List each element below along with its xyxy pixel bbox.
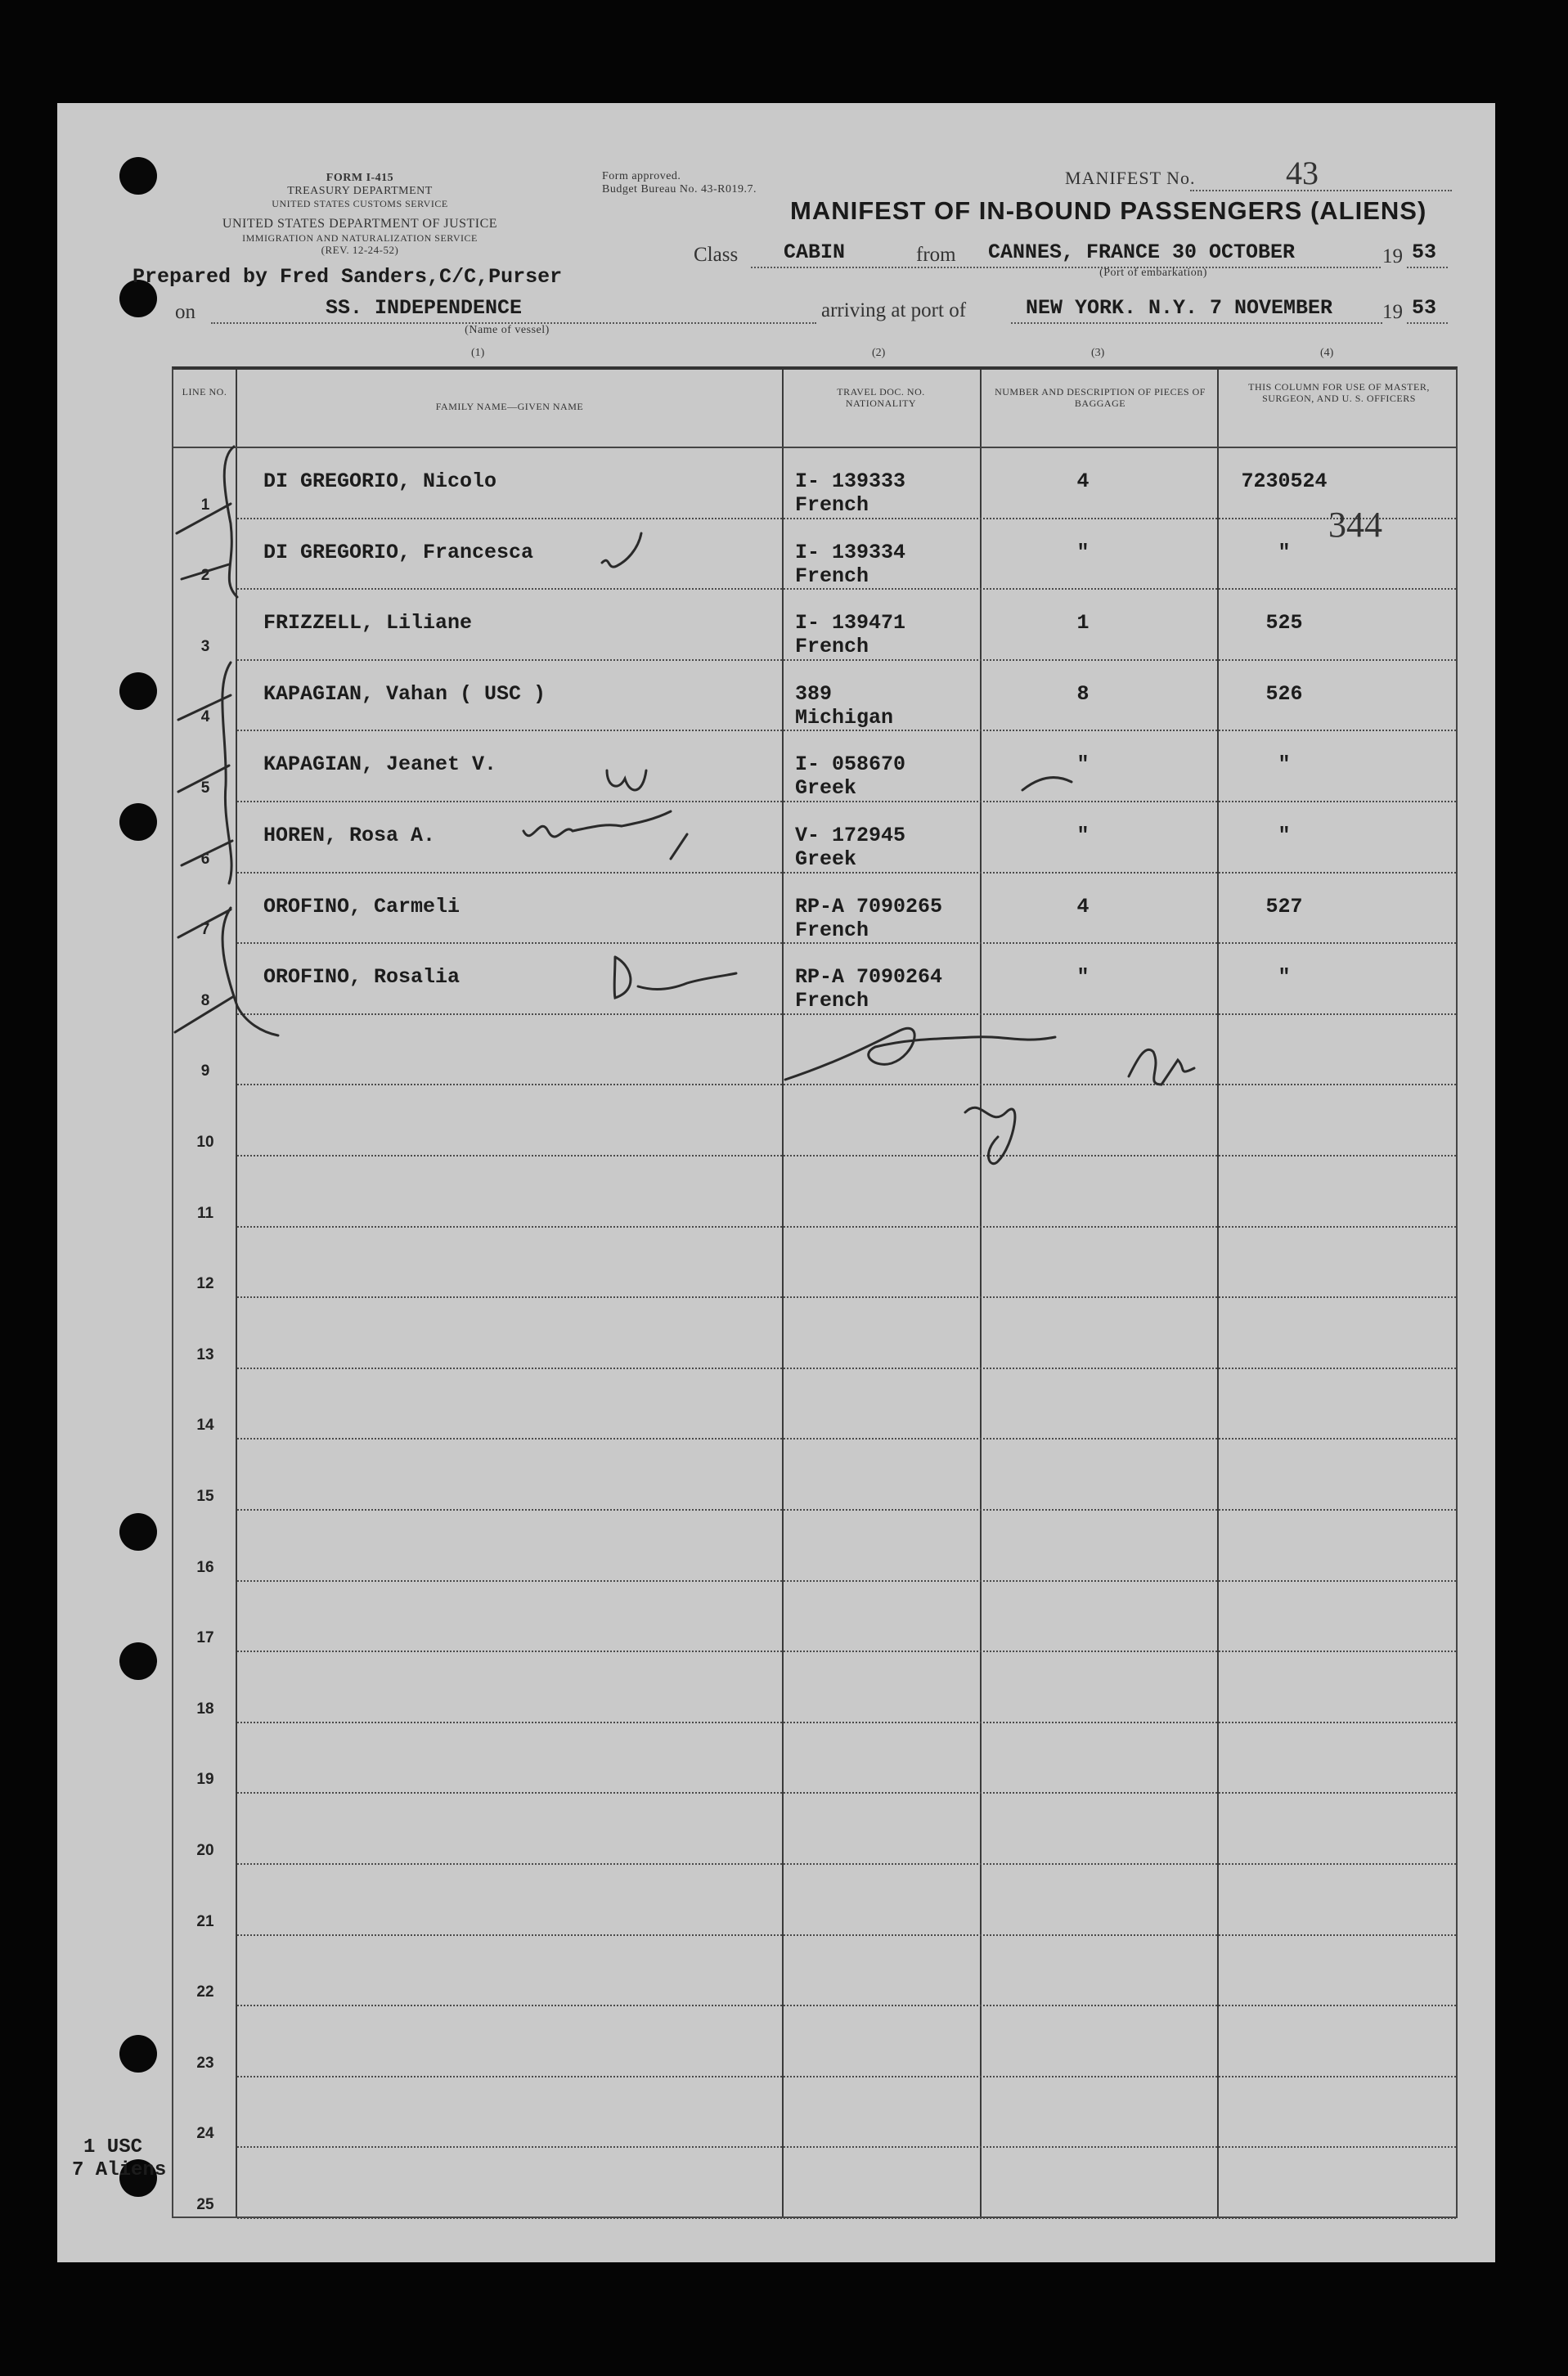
baggage-count: 4 xyxy=(1076,469,1090,493)
passenger-name: FRIZZELL, Liliane xyxy=(263,611,473,636)
passenger-name: DI GREGORIO, Francesca xyxy=(263,540,534,564)
line-number: 16 xyxy=(196,1558,214,1576)
on-label: on xyxy=(175,301,195,323)
usc-tally: 1 USC xyxy=(83,2136,143,2158)
initials-row-2 xyxy=(602,533,641,567)
officer-entry: 7230524 xyxy=(1241,469,1328,493)
travel-doc-number: I- 139471 xyxy=(795,611,906,636)
nationality: Michigan xyxy=(795,705,894,730)
officer-stamp-number: 344 xyxy=(1328,505,1382,545)
baggage-count: " xyxy=(1076,965,1090,990)
year-1: 53 xyxy=(1412,240,1437,264)
travel-doc-number: V- 172945 xyxy=(795,824,906,847)
nationality: Greek xyxy=(795,847,857,871)
customs-service: UNITED STATES CUSTOMS SERVICE xyxy=(272,198,448,209)
year-2: 53 xyxy=(1412,296,1437,320)
year-prefix-2: 19 xyxy=(1382,301,1403,323)
nationality: Greek xyxy=(795,776,857,801)
column-number-3: (3) xyxy=(1091,347,1105,359)
tick-mark-2 xyxy=(182,564,229,579)
officer-entry: 525 xyxy=(1265,611,1303,636)
line-number: 22 xyxy=(196,1983,214,2001)
form-approved: Form approved. xyxy=(602,170,681,182)
year-prefix-1: 19 xyxy=(1382,245,1403,267)
justice-dept: UNITED STATES DEPARTMENT OF JUSTICE xyxy=(222,217,498,231)
line-number: 4 xyxy=(200,708,210,726)
officer-entry: " xyxy=(1278,824,1291,847)
nationality: French xyxy=(795,918,869,942)
header-travel-doc: TRAVEL DOC. NO. NATIONALITY xyxy=(837,386,925,409)
vessel-caption: (Name of vessel) xyxy=(465,324,550,336)
line-number: 11 xyxy=(196,1204,214,1222)
line-number: 21 xyxy=(196,1912,214,1930)
passenger-name: KAPAGIAN, Jeanet V. xyxy=(263,752,497,777)
from-value: CANNES, FRANCE 30 OCTOBER xyxy=(988,240,1296,264)
line-number: 17 xyxy=(196,1629,214,1647)
passenger-name: OROFINO, Rosalia xyxy=(263,965,461,990)
baggage-count: 1 xyxy=(1076,611,1090,636)
baggage-count: " xyxy=(1076,824,1090,847)
officer-entry: 527 xyxy=(1265,894,1303,919)
signature xyxy=(785,1028,1194,1163)
nationality: French xyxy=(795,493,869,517)
line-number: 24 xyxy=(196,2125,214,2143)
line-number: 14 xyxy=(196,1417,214,1435)
baggage-count: 4 xyxy=(1076,894,1090,919)
column-number-1: (1) xyxy=(471,347,485,359)
manifest-no-label: MANIFEST No. xyxy=(1065,168,1196,188)
tick-mark-1 xyxy=(177,504,231,533)
line-number: 25 xyxy=(196,2195,214,2213)
vessel-name: SS. INDEPENDENCE xyxy=(326,296,523,320)
aliens-tally: 7 Aliens xyxy=(72,2159,167,2181)
travel-doc-number: I- 058670 xyxy=(795,752,906,777)
nationality: French xyxy=(795,635,869,659)
tick-mark-5 xyxy=(178,766,229,792)
header-family-name: FAMILY NAME—GIVEN NAME xyxy=(435,401,584,412)
line-number: 5 xyxy=(200,779,210,797)
ins-service: IMMIGRATION AND NATURALIZATION SERVICE xyxy=(242,232,478,244)
header-line-no: LINE NO. xyxy=(182,386,227,397)
tick-mark-8 xyxy=(175,996,234,1032)
prepared-by: Prepared by Fred Sanders,C/C,Purser xyxy=(133,265,563,289)
passenger-name: HOREN, Rosa A. xyxy=(263,824,436,847)
nationality: French xyxy=(795,989,869,1013)
tick-mark-6 xyxy=(182,841,232,865)
passenger-name: DI GREGORIO, Nicolo xyxy=(263,469,497,493)
manifest-number: 43 xyxy=(1286,155,1319,191)
header-baggage: NUMBER AND DESCRIPTION OF PIECES OF BAGGAGE xyxy=(995,386,1206,409)
travel-doc-number: I- 139334 xyxy=(795,540,906,564)
manifest-title: MANIFEST OF IN-BOUND PASSENGERS (ALIENS) xyxy=(790,196,1427,225)
form-number: FORM I-415 xyxy=(326,172,394,184)
line-number: 8 xyxy=(200,991,210,1009)
budget-bureau: Budget Bureau No. 43-R019.7. xyxy=(602,183,757,195)
arriving-value: NEW YORK. N.Y. 7 NOVEMBER xyxy=(1026,296,1333,320)
passenger-name: KAPAGIAN, Vahan ( USC ) xyxy=(263,681,546,706)
line-number: 13 xyxy=(196,1345,214,1363)
line-number: 9 xyxy=(200,1062,210,1080)
line-number: 19 xyxy=(196,1771,214,1789)
line-number: 6 xyxy=(200,850,210,868)
baggage-count: 8 xyxy=(1076,681,1090,706)
line-number: 20 xyxy=(196,1841,214,1859)
line-number: 18 xyxy=(196,1700,214,1718)
port-caption: (Port of embarkation) xyxy=(1099,267,1207,279)
baggage-count: " xyxy=(1076,540,1090,564)
bracket-row-1-2 xyxy=(224,447,237,597)
class-label: Class xyxy=(694,244,739,266)
initials-row-8 xyxy=(614,957,736,998)
travel-doc-number: RP-A 7090265 xyxy=(795,894,943,919)
travel-doc-number: RP-A 7090264 xyxy=(795,965,943,990)
line-number: 2 xyxy=(200,567,210,585)
officer-entry: " xyxy=(1278,752,1291,777)
header-officers: THIS COLUMN FOR USE OF MASTER, SURGEON, AND U. S. OFFICERS xyxy=(1248,381,1430,404)
baggage-count: " xyxy=(1076,752,1090,777)
arriving-label: arriving at port of xyxy=(821,299,967,321)
revision-date: (REV. 12-24-52) xyxy=(321,244,399,256)
officer-entry: " xyxy=(1278,965,1291,990)
nationality: French xyxy=(795,564,869,588)
treasury-dept: TREASURY DEPARTMENT xyxy=(287,185,433,197)
line-number: 15 xyxy=(196,1487,214,1505)
officer-entry: " xyxy=(1278,540,1291,564)
travel-doc-number: I- 139333 xyxy=(795,469,906,493)
line-number: 23 xyxy=(196,2054,214,2072)
line-number: 10 xyxy=(196,1133,214,1151)
passenger-name: OROFINO, Carmeli xyxy=(263,894,461,919)
line-number: 7 xyxy=(200,921,210,939)
line-number: 3 xyxy=(200,637,210,655)
bracket-row-7-8 xyxy=(222,908,278,1035)
note-row-6 xyxy=(523,811,687,859)
line-number: 1 xyxy=(200,496,210,514)
from-label: from xyxy=(916,244,956,266)
travel-doc-number: 389 xyxy=(795,681,833,706)
column-number-2: (2) xyxy=(872,347,886,359)
stray-mark xyxy=(1022,778,1072,790)
column-number-4: (4) xyxy=(1320,347,1334,359)
line-number: 12 xyxy=(196,1275,214,1293)
officer-entry: 526 xyxy=(1265,681,1303,706)
initials-row-5 xyxy=(607,770,646,790)
class-value: CABIN xyxy=(784,240,846,264)
